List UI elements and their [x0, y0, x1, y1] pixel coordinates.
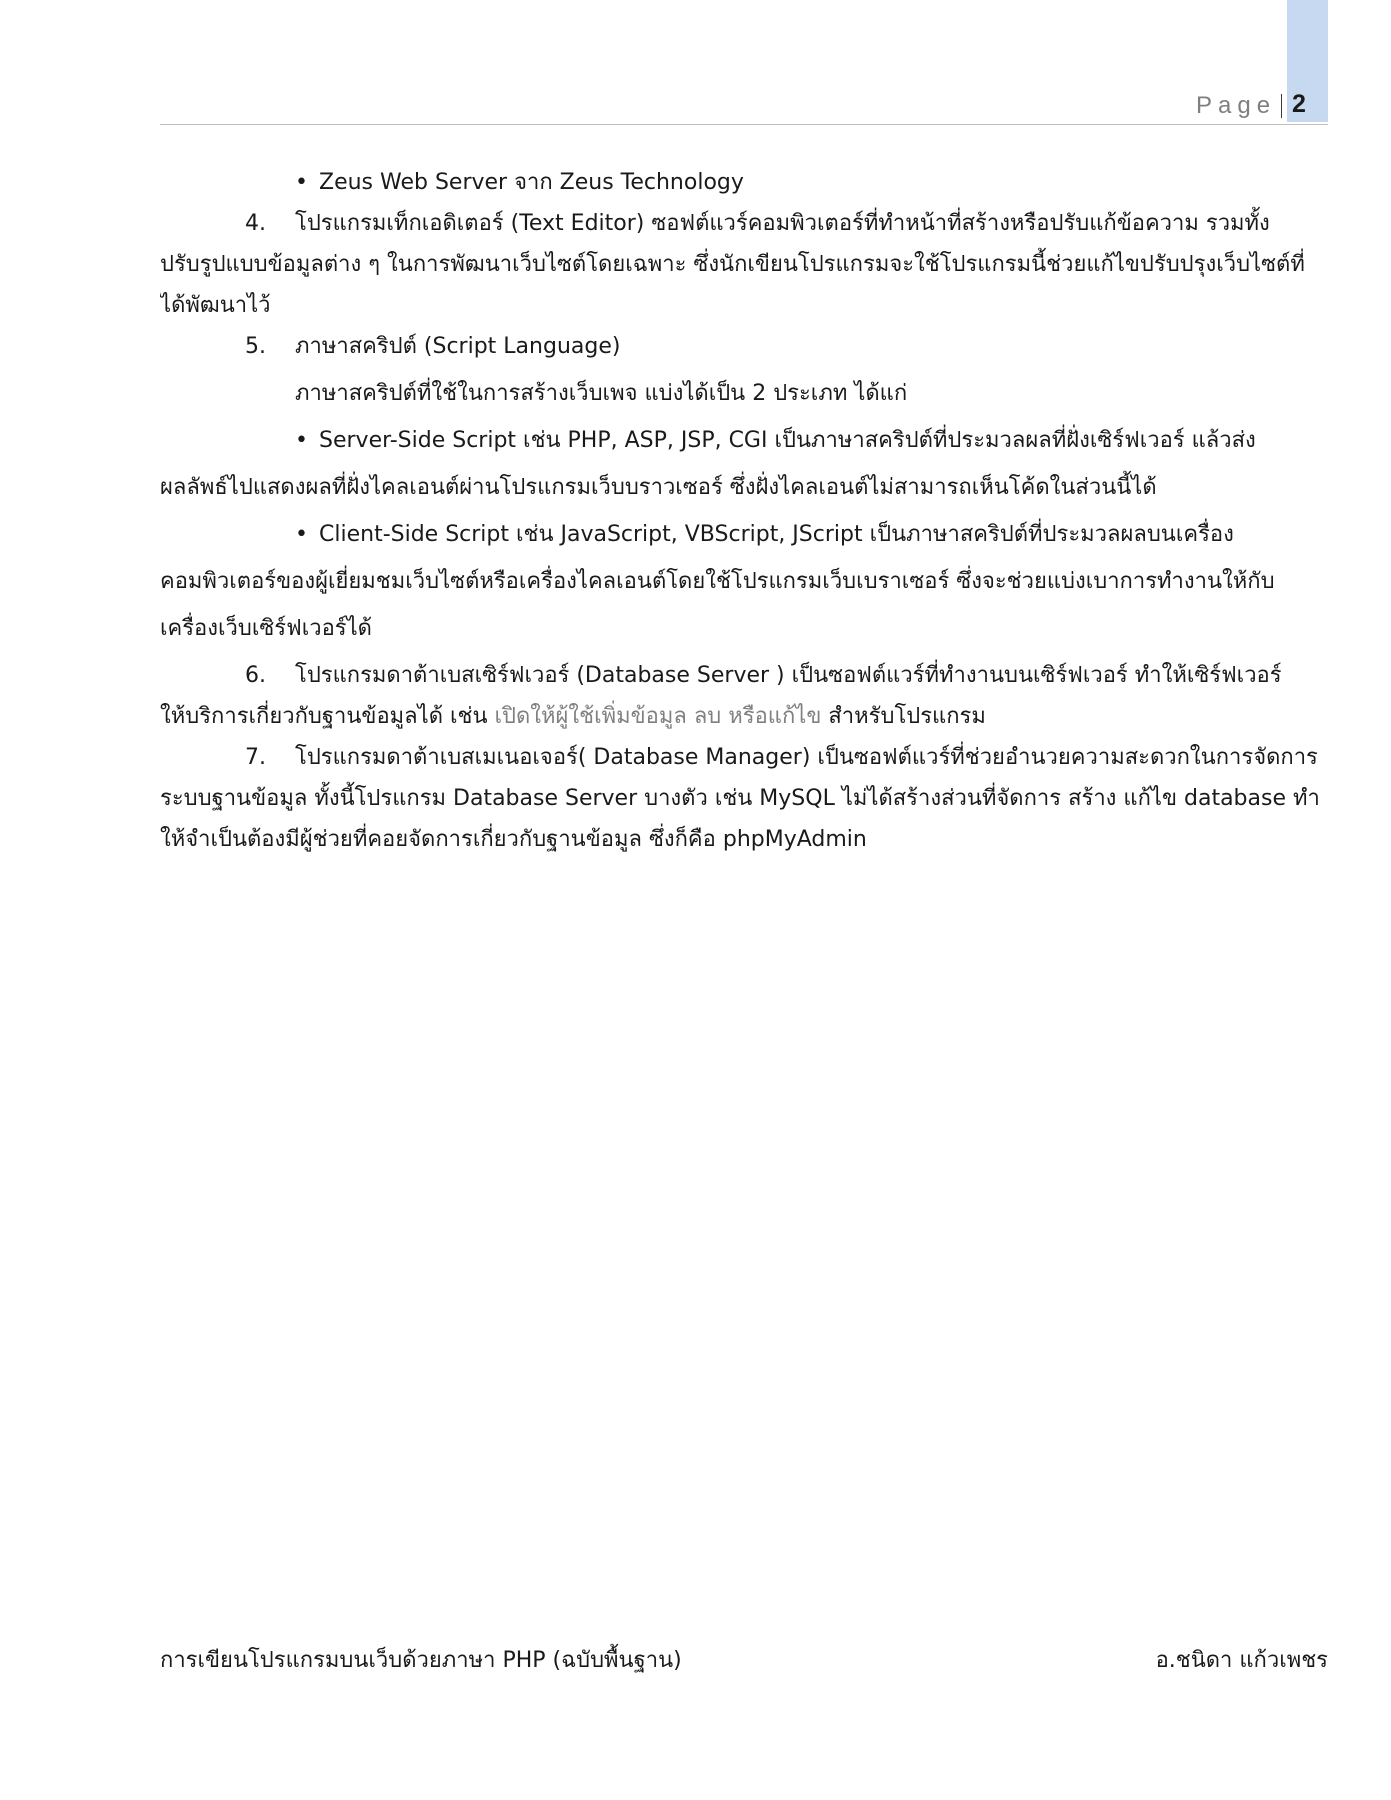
- footer-book-title: การเขียนโปรแกรมบนเว็บด้วยภาษา PHP (ฉบับพื้นฐาน): [160, 1648, 682, 1673]
- page-footer: [160, 1642, 1328, 1677]
- item-number: 6.: [245, 663, 266, 688]
- item-number: 4.: [245, 211, 266, 236]
- paragraph-item-4: 4. โปรแกรมเท็กเอดิเตอร์ (Text Editor) ซอฟต์แวร์คอมพิวเตอร์ที่ทำหน้าที่สร้างหรือปรับแก้ข้อความ รวมทั้ง ปรับรูปแบบข้อมูลต่าง ๆ ในการพัฒนาเว็บไซต์โดยเฉพาะ ซึ่งนักเขียนโปรแกรมจะใช้โปรแกรมนี้ช่วยแก้ไขปรับปรุงเว็บไซต์ที่ ได้พัฒนาไว้: [160, 203, 1330, 326]
- footer-author: อ.ชนิดา แก้วเพชร: [1155, 1648, 1328, 1673]
- item-number: 7.: [245, 745, 266, 770]
- bullet-icon: •: [295, 428, 308, 453]
- bullet-icon: •: [295, 170, 308, 195]
- header-rule: [160, 124, 1328, 125]
- document-body: [160, 162, 1330, 860]
- paragraph-item-6: 6. โปรแกรมดาต้าเบสเซิร์ฟเวอร์ (Database Server ) เป็นซอฟต์แวร์ที่ทำงานบนเซิร์ฟเวอร์ ทำให้เซิร์ฟเวอร์ ให้บริการเกี่ยวกับฐานข้อมูลได้ เช่น เปิดให้ผู้ใช้เพิ่มข้อมูล ลบ หรือแก้ไข สำหรับโปรแกรม: [160, 655, 1330, 737]
- page-label-separator: [1281, 94, 1282, 118]
- page-number: 2: [1292, 90, 1306, 118]
- list-item-client-side: • Client-Side Script เช่น JavaScript, VBScript, JScript เป็นภาษาสคริปต์ที่ประมวลผลบนเครื่อง: [160, 514, 1330, 555]
- page-label: Page: [1196, 92, 1277, 119]
- highlighted-phrase: เปิดให้ผู้ใช้เพิ่มข้อมูล ลบ หรือแก้ไข: [494, 704, 822, 729]
- paragraph-item-5: 5. ภาษาสคริปต์ (Script Language) ภาษาสคริปต์ที่ใช้ในการสร้างเว็บเพจ แบ่งได้เป็น 2 ประเภท ได้แก่ • Server-Side Script เช่น PHP, ASP, JSP, CGI เป็นภาษาสคริปต์ที่ประมวลผลที่ฝั่งเซิร์ฟเวอร์ แล้วส่ง ผลลัพธ์ไปแสดงผลที่ฝั่งไคลเอนต์ผ่านโปรแกรมเว็บบราวเซอร์ ซึ่งฝั่งไคลเอนต์ไม่สามารถเห็นโค้ดในส่วนนี้ได้ • Client-Side Script เช่น JavaScript, VBScript, JScript เป็นภาษาสคริปต์ที่ประมวลผลบนเครื่อง คอมพิวเตอร์ของผู้เยี่ยมชมเว็บไซต์หรือเครื่องไคลเอนต์โดยใช้โปรแกรมเว็บเบราเซอร์ ซึ่งจะช่วยแบ่งเบาการทำงานให้กับ เครื่องเว็บเซิร์ฟเวอร์ได้: [160, 326, 1330, 649]
- list-item-server-side: • Server-Side Script เช่น PHP, ASP, JSP, CGI เป็นภาษาสคริปต์ที่ประมวลผลที่ฝั่งเซิร์ฟเวอร์ แล้วส่ง: [160, 420, 1330, 461]
- paragraph-item-7: 7. โปรแกรมดาต้าเบสเมเนอเจอร์( Database Manager) เป็นซอฟต์แวร์ที่ช่วยอำนวยความสะดวกในการจัดการ ระบบฐานข้อมูล ทั้งนี้โปรแกรม Database Server บางตัว เช่น MySQL ไม่ได้สร้างส่วนที่จัดการ สร้าง แก้ไข database ทำ ให้จำเป็นต้องมีผู้ช่วยที่คอยจัดการเกี่ยวกับฐานข้อมูล ซึ่งก็คือ phpMyAdmin: [160, 737, 1330, 860]
- item-number: 5.: [245, 334, 266, 359]
- bullet-icon: •: [295, 522, 308, 547]
- list-item-zeus: • Zeus Web Server จาก Zeus Technology: [160, 162, 1330, 203]
